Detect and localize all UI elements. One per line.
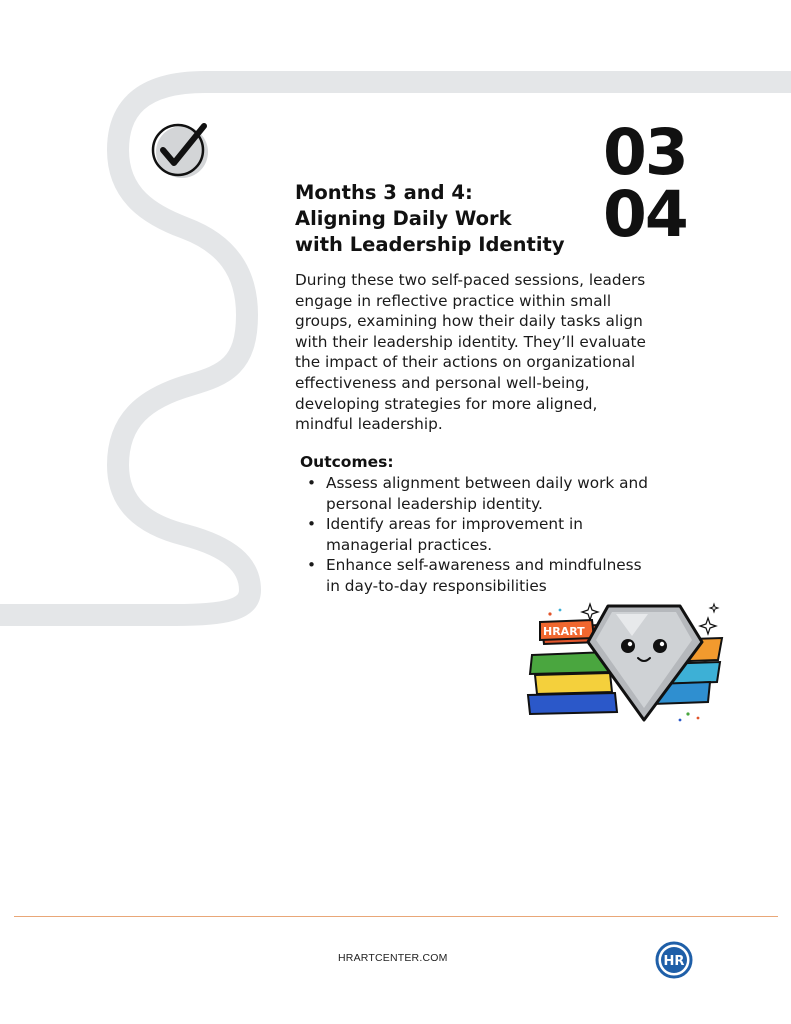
bullet-icon: •	[307, 474, 317, 492]
mascot-sign-text: HRART	[543, 625, 585, 638]
footer-website-link[interactable]: HRARTCENTER.COM	[338, 952, 448, 964]
outcome-item	[304, 555, 714, 596]
title-line: Months 3 and 4:	[295, 181, 473, 204]
paragraph-line: developing strategies for more aligned,	[295, 394, 598, 413]
outcome-line: Enhance self-awareness and mindfulness	[326, 556, 642, 574]
paragraph-line: mindful leadership.	[295, 415, 443, 434]
bullet-icon: •	[307, 515, 317, 533]
section-number-start: 03	[603, 116, 687, 189]
paragraph-line: effectiveness and personal well-being,	[295, 373, 590, 392]
outcome-line: managerial practices.	[326, 535, 493, 554]
description-paragraph	[295, 270, 715, 435]
diamond-mascot-illustration	[520, 600, 730, 725]
checkmark-circle-icon	[150, 122, 212, 184]
outcome-line: Identify areas for improvement in	[326, 515, 583, 533]
title-line: Aligning Daily Work	[295, 207, 512, 230]
paragraph-line: with their leadership identity. They’ll evaluate	[295, 332, 646, 351]
outcome-line: in day-to-day responsibilities	[326, 576, 547, 595]
outcome-line: personal leadership identity.	[326, 494, 543, 513]
outcome-line: Assess alignment between daily work and	[326, 474, 648, 492]
section-number-end: 04	[603, 178, 687, 251]
paragraph-line: engage in reflective practice within small	[295, 291, 612, 310]
outcome-item	[304, 473, 714, 514]
outcomes-heading: Outcomes:	[300, 453, 394, 471]
bullet-icon: •	[307, 556, 317, 574]
paragraph-line: groups, examining how their daily tasks align	[295, 312, 643, 331]
logo-text: HR	[663, 954, 685, 969]
outcomes-list	[304, 473, 714, 596]
paragraph-line: the impact of their actions on organizational	[295, 353, 636, 372]
outcome-item	[304, 514, 714, 555]
section-numbers	[603, 116, 713, 251]
section-title	[295, 180, 595, 258]
paragraph-line: During these two self-paced sessions, leaders	[295, 271, 646, 289]
footer-divider	[14, 916, 778, 917]
title-line: with Leadership Identity	[295, 233, 565, 256]
hrart-logo-icon	[655, 941, 693, 979]
